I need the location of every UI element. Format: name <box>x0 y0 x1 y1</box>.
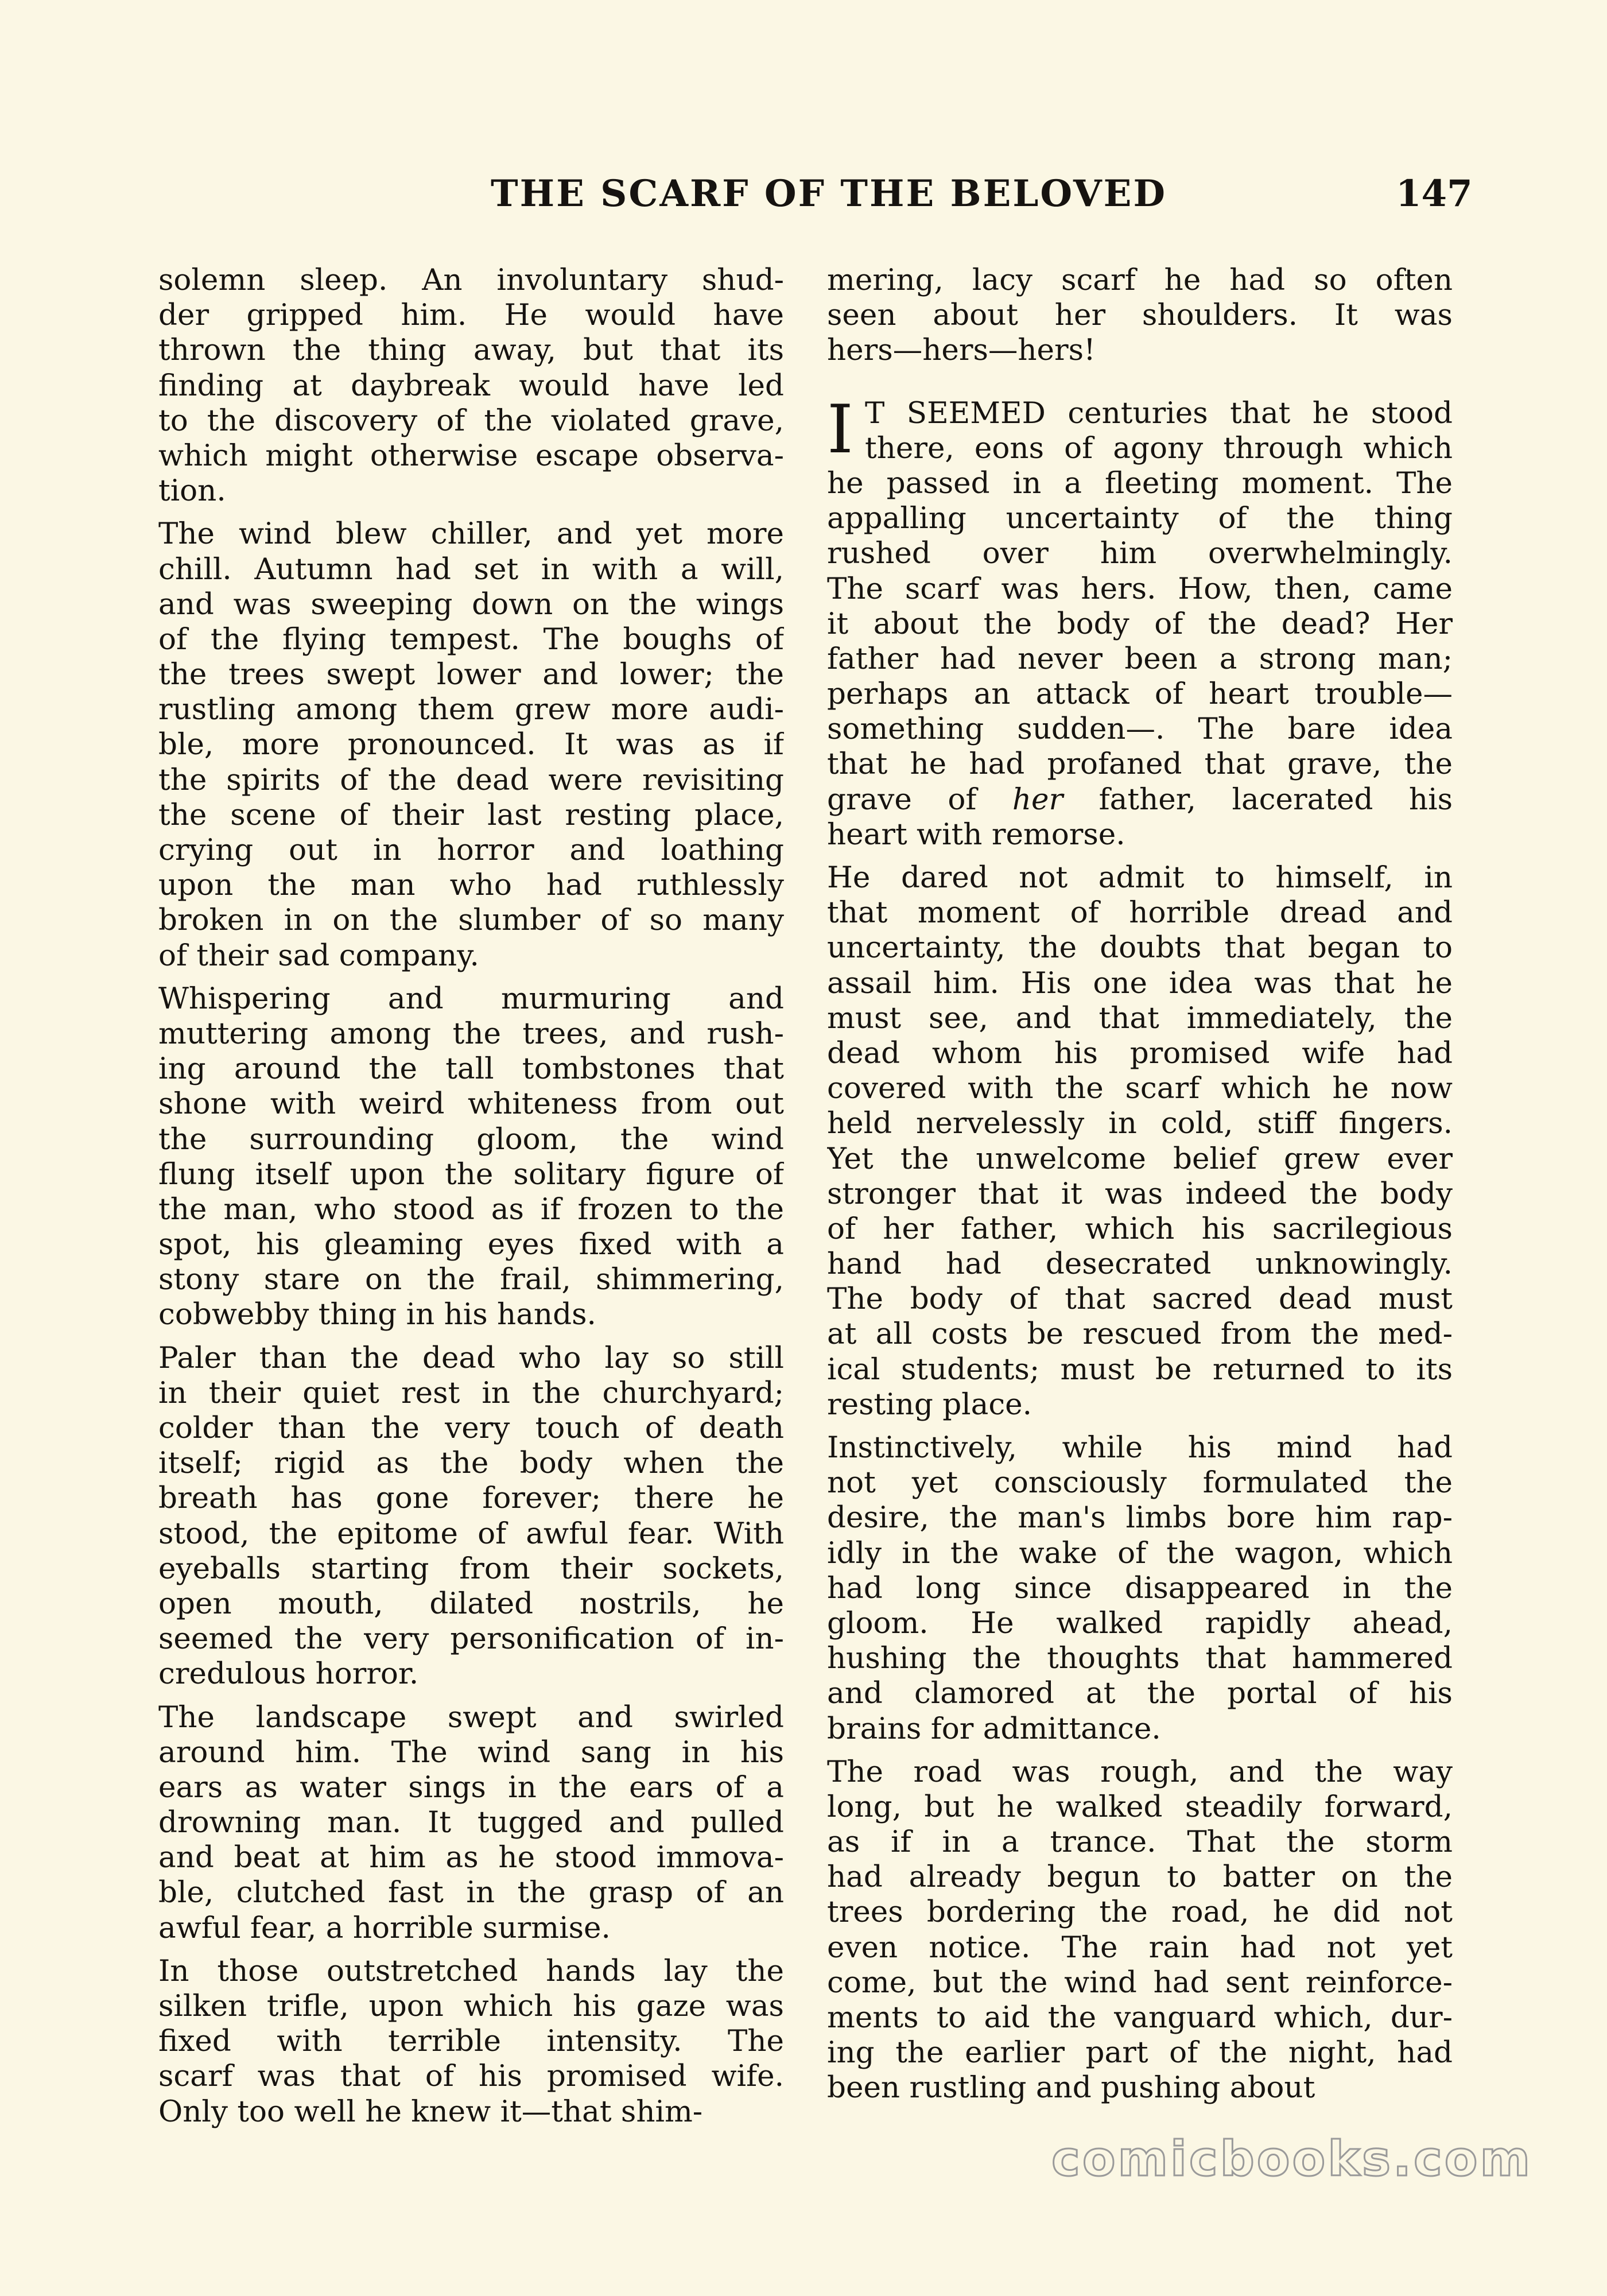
text-line: must see, and that immediately, the <box>827 1000 1453 1035</box>
text-line: ble, more pronounced. It was as if <box>158 727 784 762</box>
paragraph <box>827 1430 1453 1747</box>
paragraph <box>158 982 784 1333</box>
text-line: father had never been a strong man; <box>827 641 1453 676</box>
text-line: ical students; must be returned to its <box>827 1352 1453 1387</box>
text-line: hand had desecrated unknowingly. <box>827 1247 1453 1282</box>
text-line: of her father, which his sacrilegious <box>827 1211 1453 1246</box>
text-line: chill. Autumn had set in with a will, <box>158 552 784 587</box>
text-line: He dared not admit to himself, in <box>827 860 1453 895</box>
text-line: at all costs be rescued from the med- <box>827 1317 1453 1352</box>
text-line: heart with remorse. <box>827 817 1125 852</box>
paragraph <box>158 1954 784 2130</box>
text-line: awful fear, a horrible surmise. <box>158 1910 611 1945</box>
text-line: uncertainty, the doubts that began to <box>827 930 1453 965</box>
text-line: assail him. His one idea was that he <box>827 965 1453 1000</box>
paragraph <box>827 1755 1453 2106</box>
drop-cap: I <box>827 390 853 468</box>
text-line: muttering among the trees, and rush- <box>158 1016 784 1051</box>
text-line: open mouth, dilated nostrils, he <box>158 1586 784 1621</box>
text-line: held nervelessly in cold, stiff fingers. <box>827 1106 1453 1141</box>
text-line: it about the body of the dead? Her <box>827 606 1453 641</box>
text-line: ble, clutched fast in the grasp of an <box>158 1875 784 1910</box>
text-line: rushed over him overwhelmingly. <box>827 536 1453 571</box>
text-line: as if in a trance. That the storm <box>827 1825 1453 1860</box>
text-line: gloom. He walked rapidly ahead, <box>827 1605 1453 1640</box>
text-line: upon the man who had ruthlessly <box>158 868 784 903</box>
text-line: in their quiet rest in the churchyard; <box>158 1375 784 1410</box>
text-line: broken in on the slumber of so many <box>158 903 784 938</box>
running-header-title: THE SCARF OF THE BELOVED <box>491 172 1167 215</box>
text-line: the man, who stood as if frozen to the <box>158 1192 784 1227</box>
text-line: credulous horror. <box>158 1657 419 1692</box>
text-line: had already begun to batter on the <box>827 1860 1453 1895</box>
text-line: The body of that sacred dead must <box>827 1282 1453 1317</box>
text-line: which might otherwise escape observa- <box>158 438 784 473</box>
text-line: der gripped him. He would have <box>158 298 784 333</box>
text-line: brains for admittance. <box>827 1711 1161 1746</box>
text-line: drowning man. It tugged and pulled <box>158 1805 784 1840</box>
text-line: fixed with terrible intensity. The <box>158 2024 784 2059</box>
text-line: Paler than the dead who lay so still <box>158 1340 784 1375</box>
text-line: T SEEMED centuries that he stood <box>865 395 1453 430</box>
text-line: mering, lacy scarf he had so often <box>827 263 1453 297</box>
text-line: he passed in a fleeting moment. The <box>827 466 1453 501</box>
text-line: stronger that it was indeed the body <box>827 1176 1453 1211</box>
text-line: itself; rigid as the body when the <box>158 1446 784 1481</box>
text-line: tion. <box>158 474 226 509</box>
paragraph <box>158 263 784 509</box>
text-line: The landscape swept and swirled <box>158 1700 784 1735</box>
text-line: ing around the tall tombstones that <box>158 1052 784 1087</box>
text-line: stony stare on the frail, shimmering, <box>158 1262 784 1297</box>
paragraph <box>158 1700 784 1946</box>
text-line: to the discovery of the violated grave, <box>158 403 784 438</box>
section-opening-paragraph <box>827 390 1453 852</box>
text-line: breath has gone forever; there he <box>158 1481 784 1516</box>
text-line: idly in the wake of the wagon, which <box>827 1535 1453 1570</box>
text-line: In those outstretched hands lay the <box>158 1953 784 1988</box>
text-line: trees bordering the road, he did not <box>827 1895 1453 1930</box>
text-line: The wind blew chiller, and yet more <box>158 517 784 552</box>
text-line: eyeballs starting from their sockets, <box>158 1551 784 1586</box>
text-line: had long since disappeared in the <box>827 1570 1453 1605</box>
text-line: the trees swept lower and lower; the <box>158 657 784 692</box>
text-line: desire, the man's limbs bore him rap- <box>827 1500 1453 1535</box>
text-line: covered with the scarf which he now <box>827 1071 1453 1106</box>
text-line: rustling among them grew more audi- <box>158 692 784 727</box>
text-line: hushing the thoughts that hammered <box>827 1641 1453 1676</box>
text-line: come, but the wind had sent reinforce- <box>827 1965 1453 2000</box>
paragraph <box>827 860 1453 1422</box>
text-line: scarf was that of his promised wife. <box>158 2059 784 2094</box>
text-line: around him. The wind sang in his <box>158 1735 784 1770</box>
text-line: crying out in horror and loathing <box>158 833 784 867</box>
text-line: solemn sleep. An involuntary shud- <box>158 263 784 297</box>
text-line: The scarf was hers. How, then, came <box>827 571 1453 606</box>
text-line: seen about her shoulders. It was <box>827 298 1453 333</box>
text-line: dead whom his promised wife had <box>827 1035 1453 1071</box>
text-line: grave of her father, lacerated his <box>827 782 1453 817</box>
text-line: Yet the unwelcome belief grew ever <box>827 1141 1453 1176</box>
page-number: 147 <box>1396 172 1473 215</box>
text-line: spot, his gleaming eyes fixed with a <box>158 1227 784 1262</box>
text-line: The road was rough, and the way <box>827 1754 1453 1789</box>
text-line: there, eons of agony through which <box>865 430 1453 466</box>
text-line: ears as water sings in the ears of a <box>158 1770 784 1805</box>
text-line: of their sad company. <box>158 938 479 973</box>
text-line: ments to aid the vanguard which, dur- <box>827 2000 1453 2035</box>
text-line: resting place. <box>827 1387 1032 1422</box>
text-line: perhaps an attack of heart trouble— <box>827 677 1453 712</box>
paragraph <box>158 517 784 973</box>
text-line: that moment of horrible dread and <box>827 895 1453 930</box>
text-line: cobwebby thing in his hands. <box>158 1297 596 1332</box>
text-line: been rustling and pushing about <box>827 2070 1315 2105</box>
text-line: Instinctively, while his mind had <box>827 1430 1453 1465</box>
text-line: the spirits of the dead were revisiting <box>158 762 784 797</box>
right-text-column <box>827 263 1453 2106</box>
text-line: and clamored at the portal of his <box>827 1676 1453 1711</box>
text-line: Whispering and murmuring and <box>158 981 784 1016</box>
watermark-logo: comicbooks.com <box>1051 2131 1532 2187</box>
text-line: and was sweeping down on the wings <box>158 587 784 622</box>
text-line: appalling uncertainty of the thing <box>827 501 1453 536</box>
text-line: shone with weird whiteness from out <box>158 1087 784 1122</box>
text-line: that he had profaned that grave, the <box>827 747 1453 782</box>
text-line: of the flying tempest. The boughs of <box>158 622 784 657</box>
text-line: long, but he walked steadily forward, <box>827 1789 1453 1824</box>
text-line: ing the earlier part of the night, had <box>827 2035 1453 2070</box>
text-line: the scene of their last resting place, <box>158 797 784 832</box>
paragraph <box>827 263 1453 369</box>
text-line: and beat at him as he stood immova- <box>158 1840 784 1875</box>
text-line: thrown the thing away, but that its <box>158 333 784 368</box>
text-line: colder than the very touch of death <box>158 1411 784 1445</box>
text-line: something sudden—. The bare idea <box>827 712 1453 747</box>
text-line: silken trifle, upon which his gaze was <box>158 1989 784 2023</box>
left-text-column <box>158 263 784 2130</box>
text-line: Only too well he knew it—that shim- <box>158 2094 703 2129</box>
text-line: finding at daybreak would have led <box>158 368 784 403</box>
text-line: stood, the epitome of awful fear. With <box>158 1516 784 1551</box>
text-line: flung itself upon the solitary figure of <box>158 1157 784 1192</box>
text-line: not yet consciously formulated the <box>827 1465 1453 1500</box>
text-line: the surrounding gloom, the wind <box>158 1122 784 1157</box>
text-line: hers—hers—hers! <box>827 333 1096 368</box>
text-line: seemed the very personification of in- <box>158 1622 784 1657</box>
paragraph <box>158 1341 784 1692</box>
text-line: even notice. The rain had not yet <box>827 1930 1453 1965</box>
